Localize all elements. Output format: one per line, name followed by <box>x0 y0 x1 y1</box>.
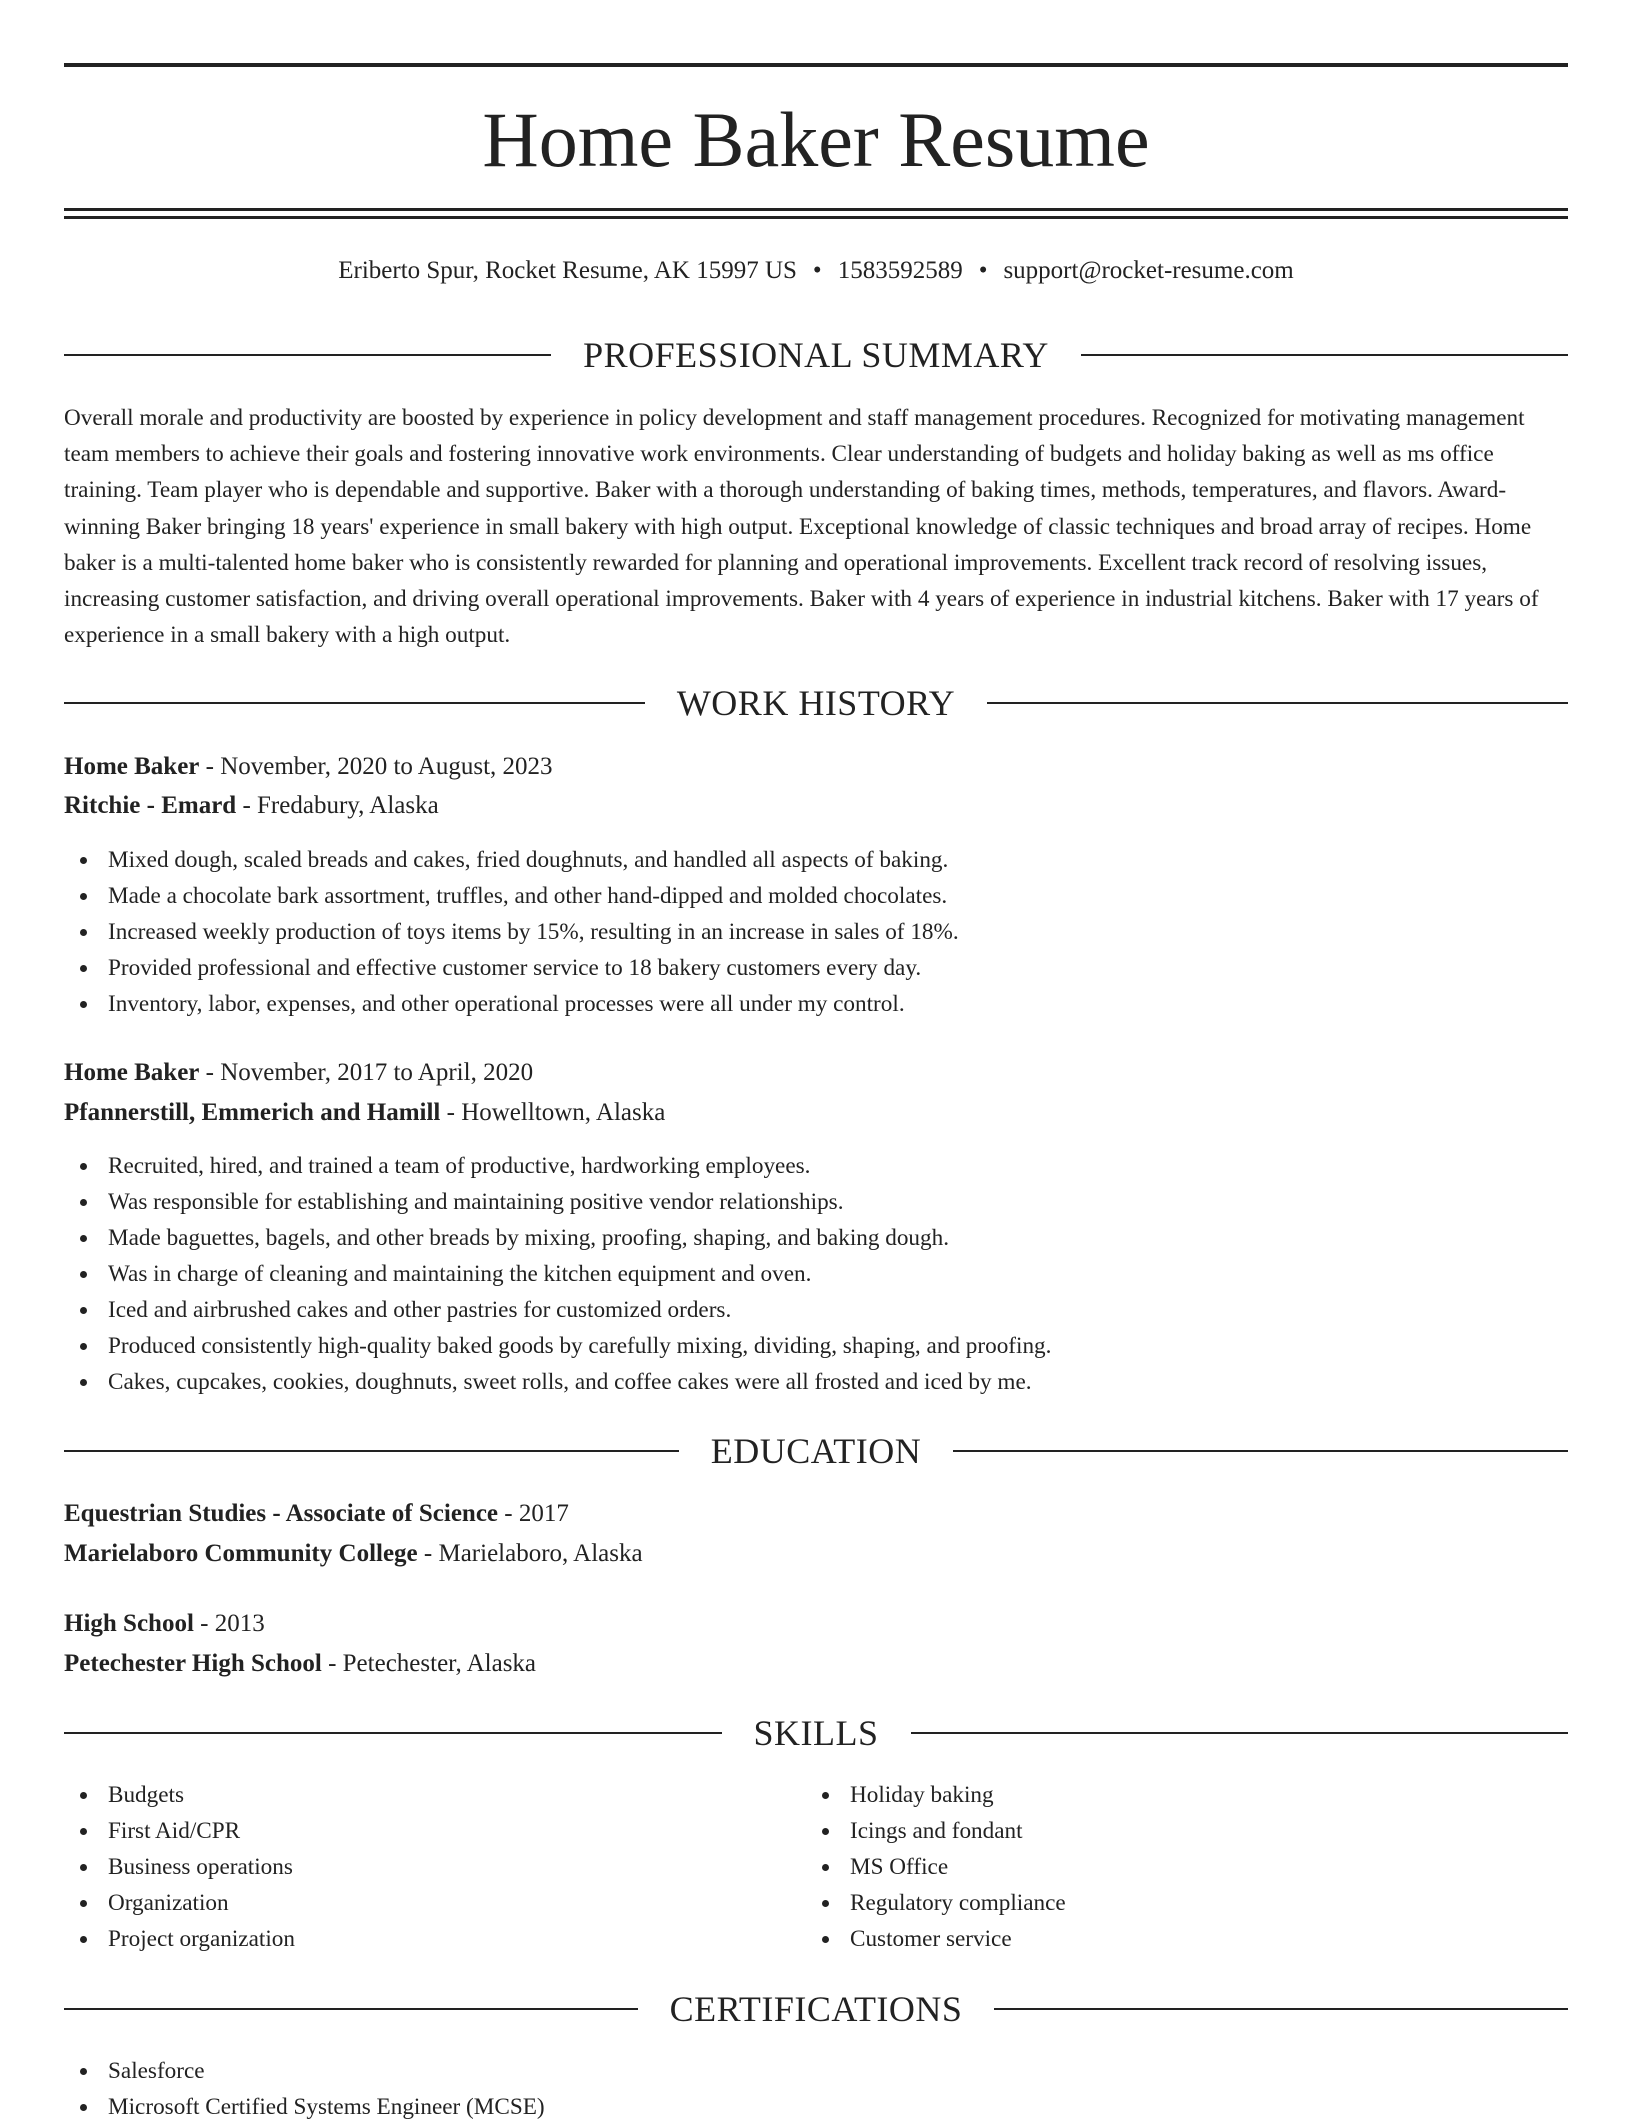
page-title: Home Baker Resume <box>482 96 1150 183</box>
education-degree-line <box>64 1497 569 1531</box>
list-item: Produced consistently high-quality baked goods by carefully mixing, dividing, shaping, and proofing. <box>64 1328 1051 1364</box>
contact-separator: • <box>978 257 988 284</box>
section-title: PROFESSIONAL SUMMARY <box>583 335 1049 375</box>
education-degree: High School <box>64 1610 194 1637</box>
skill-item: Organization <box>64 1885 295 1921</box>
section-title: EDUCATION <box>710 1431 922 1471</box>
skill-item: Project organization <box>64 1921 295 1957</box>
header-top-rule <box>64 63 1568 67</box>
section-heading-work <box>64 681 1568 725</box>
contact-email: support@rocket-resume.com <box>1003 257 1294 284</box>
list-item: Provided professional and effective customer service to 18 bakery customers every day. <box>64 950 959 986</box>
section-heading-skills <box>64 1711 1568 1755</box>
header-double-rule <box>64 208 1568 219</box>
skill-item: Holiday baking <box>806 1777 1066 1813</box>
section-title: CERTIFICATIONS <box>669 1989 963 2029</box>
job-bullets <box>64 842 959 1022</box>
skill-item: Business operations <box>64 1849 295 1885</box>
education-degree-line <box>64 1607 265 1641</box>
job-company: Ritchie - Emard <box>64 792 237 819</box>
summary-text: Overall morale and productivity are boosted by experience in policy development and staff management procedures. Recognized for motivating management team members to achieve their goals and fostering innovative work environments. Clear understanding of budgets and holiday baking as well as ms office training. Team player who is dependable and supportive. Baker with a thorough understanding of baking times, methods, temperatures, and flavors. Award-winning Baker bringing 18 years' experience in small bakery with high output. Exceptional knowledge of classic techniques and broad array of recipes. Home baker is a multi-talented home baker who is consistently rewarded for planning and operational improvements. Excellent track record of resolving issues, increasing customer satisfaction, and driving overall operational improvements. Baker with 4 years of experience in industrial kitchens. Baker with 17 years of experience in a small bakery with a high output. <box>64 405 1539 649</box>
job-location: - Fredabury, Alaska <box>236 792 439 819</box>
divider <box>64 354 551 356</box>
skill-item: MS Office <box>806 1849 1066 1885</box>
section-title: SKILLS <box>753 1713 879 1753</box>
skills-list-right <box>806 1777 1066 1957</box>
contact-line <box>64 254 1568 288</box>
divider <box>64 1732 722 1734</box>
divider <box>911 1732 1569 1734</box>
job-title: Home Baker <box>64 753 200 780</box>
job-location: - Howelltown, Alaska <box>440 1099 666 1126</box>
education-year: - 2017 <box>498 1500 569 1527</box>
education-year: - 2013 <box>193 1610 265 1637</box>
education-school: Petechester High School <box>64 1650 322 1677</box>
section-title: WORK HISTORY <box>676 683 956 723</box>
list-item: Made baguettes, bagels, and other breads by mixing, proofing, shaping, and baking dough. <box>64 1220 1051 1256</box>
job-bullets <box>64 1148 1051 1400</box>
list-item: Iced and airbrushed cakes and other pastries for customized orders. <box>64 1292 1051 1328</box>
job-company-line <box>64 1096 665 1130</box>
certification-item: Microsoft Certified Systems Engineer (MCSE) <box>64 2089 545 2125</box>
skill-item: Customer service <box>806 1921 1066 1957</box>
section-heading-summary <box>64 333 1568 377</box>
education-school-line <box>64 1647 536 1681</box>
divider <box>64 702 645 704</box>
contact-address: Eriberto Spur, Rocket Resume, AK 15997 US <box>338 257 797 284</box>
divider <box>953 1450 1568 1452</box>
job-company-line <box>64 789 439 823</box>
divider <box>64 2008 638 2010</box>
job-dates: - November, 2020 to August, 2023 <box>199 753 553 780</box>
divider <box>1081 354 1568 356</box>
divider <box>64 1450 679 1452</box>
job-dates: - November, 2017 to April, 2020 <box>199 1059 534 1086</box>
divider <box>987 702 1568 704</box>
skill-item: Regulatory compliance <box>806 1885 1066 1921</box>
list-item: Cakes, cupcakes, cookies, doughnuts, sweet rolls, and coffee cakes were all frosted and iced by me. <box>64 1364 1051 1400</box>
education-location: - Petechester, Alaska <box>321 1650 537 1677</box>
list-item: Was responsible for establishing and maintaining positive vendor relationships. <box>64 1184 1051 1220</box>
divider <box>994 2008 1568 2010</box>
section-heading-education <box>64 1429 1568 1473</box>
certification-item: Salesforce <box>64 2053 545 2089</box>
list-item: Inventory, labor, expenses, and other operational processes were all under my control. <box>64 986 959 1022</box>
education-location: - Marielaboro, Alaska <box>417 1540 643 1567</box>
list-item: Was in charge of cleaning and maintaining the kitchen equipment and oven. <box>64 1256 1051 1292</box>
list-item: Recruited, hired, and trained a team of productive, hardworking employees. <box>64 1148 1051 1184</box>
contact-phone: 1583592589 <box>837 257 963 284</box>
education-degree: Equestrian Studies - Associate of Science <box>64 1500 499 1527</box>
job-title-line <box>64 750 553 784</box>
skill-item: Icings and fondant <box>806 1813 1066 1849</box>
job-title-line <box>64 1056 533 1090</box>
skill-item: Budgets <box>64 1777 295 1813</box>
list-item: Mixed dough, scaled breads and cakes, fried doughnuts, and handled all aspects of baking. <box>64 842 959 878</box>
skills-list-left <box>64 1777 295 1957</box>
education-school: Marielaboro Community College <box>64 1540 418 1567</box>
education-school-line <box>64 1537 643 1571</box>
job-company: Pfannerstill, Emmerich and Hamill <box>64 1099 441 1126</box>
skill-item: First Aid/CPR <box>64 1813 295 1849</box>
list-item: Increased weekly production of toys items by 15%, resulting in an increase in sales of 18%. <box>64 914 959 950</box>
contact-separator: • <box>812 257 822 284</box>
list-item: Made a chocolate bark assortment, truffles, and other hand-dipped and molded chocolates. <box>64 878 959 914</box>
certifications-list <box>64 2053 545 2125</box>
job-title: Home Baker <box>64 1059 200 1086</box>
section-heading-certifications <box>64 1987 1568 2031</box>
